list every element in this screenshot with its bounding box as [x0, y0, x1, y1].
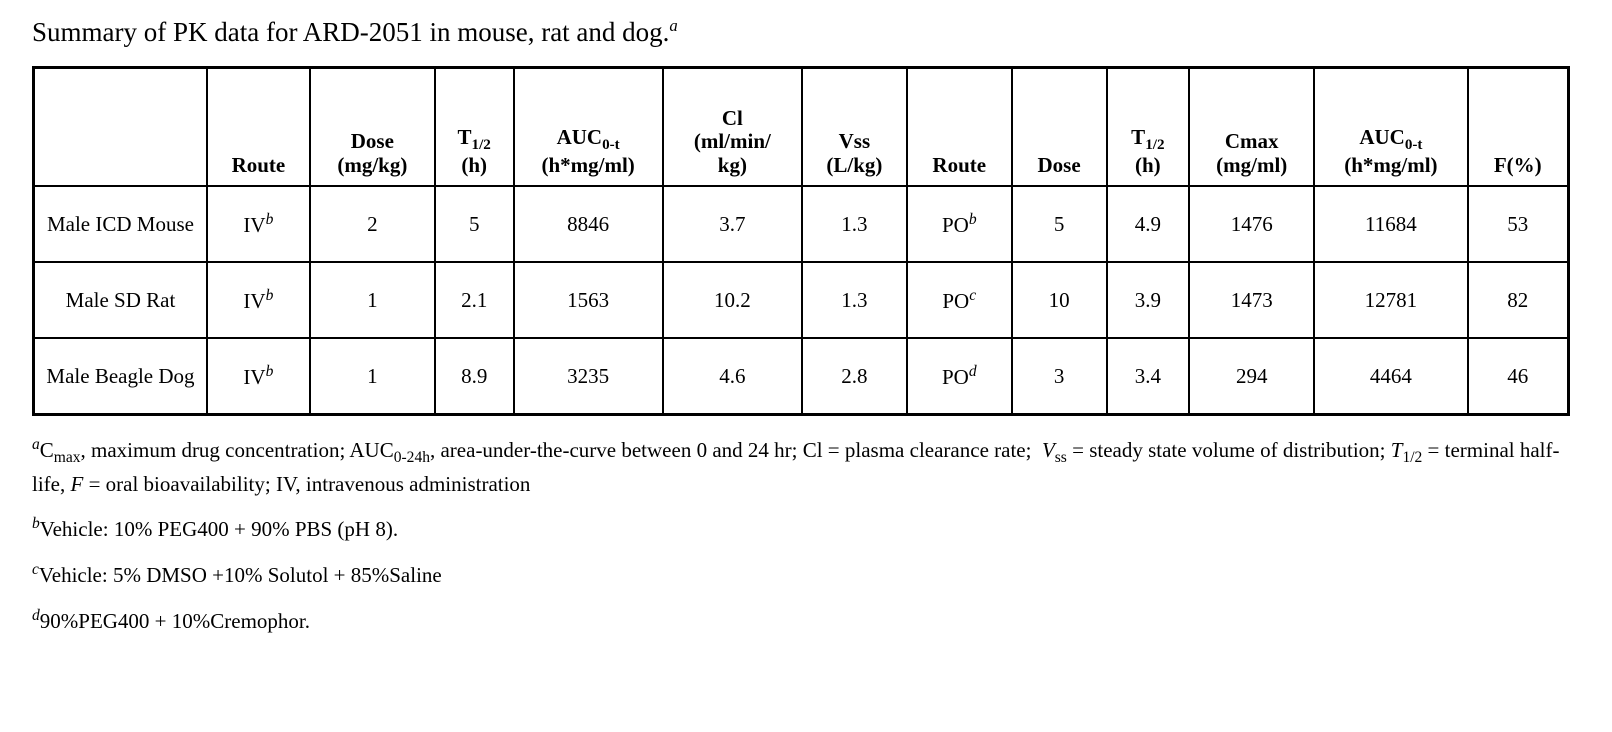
header-label: Dose: [350, 129, 394, 154]
cell-f: 46: [1468, 338, 1569, 415]
cell-animal: Male SD Rat: [34, 262, 207, 338]
cell-cl: 10.2: [663, 262, 802, 338]
footnote-text: 90%PEG400 + 10%Cremophor.: [39, 609, 311, 634]
page-title: [32, 16, 1580, 48]
header-sublabel: (h*mg/ml): [1344, 152, 1438, 177]
header-sublabel: (mg/kg): [337, 152, 408, 177]
cell-dose-po: 3: [1012, 338, 1107, 415]
cell-dose-iv: 1: [310, 262, 435, 338]
cell-animal: Male ICD Mouse: [34, 186, 207, 262]
footnote-text: Vehicle: 5% DMSO +10% Solutol + 85%Saline: [38, 563, 442, 588]
cell-auc-po: 11684: [1314, 186, 1467, 262]
cell-route-iv: $IV^b$: [207, 186, 310, 262]
footnote-c: [32, 559, 1580, 591]
footnote-a: $^aC_{max}$, maximum drug concentration; $AUC_{0-24h}$, area-under-the-curve between 0 and 24 hr; Cl = plasma clearance rate; $V_{ss}$ = steady state volume of distribution; $T_{1/2}$ = terminal half-life, F = oral bioavailability; IV, intravenous administration: [32, 436, 1560, 496]
cell-thalf-iv: 5: [435, 186, 514, 262]
cell-vss: 2.8: [802, 338, 907, 415]
cell-dose-iv: 1: [310, 338, 435, 415]
column-header-animal: [34, 68, 207, 187]
column-header-dose-po: [1012, 68, 1107, 187]
header-label: Route: [932, 152, 987, 177]
table-row: [34, 262, 1569, 338]
header-label: Dose: [1037, 152, 1081, 177]
column-header-route-iv: [207, 68, 310, 187]
table-row: [34, 186, 1569, 262]
header-sublabel: (mg/ml): [1216, 152, 1288, 177]
column-header-thalf-iv: $T_{1/2}$ (h): [435, 68, 514, 187]
cell-animal: Male Beagle Dog: [34, 338, 207, 415]
title-footnote-marker: a: [669, 16, 678, 35]
column-header-cl: Cl (ml/min/ kg): [663, 68, 802, 187]
cell-route-iv: $IV^b$: [207, 338, 310, 415]
footnote-text: Vehicle: 10% PEG400 + 90% PBS (pH 8).: [39, 517, 399, 542]
cell-thalf-iv: 8.9: [435, 338, 514, 415]
footnote-marker: a: [32, 436, 40, 454]
cell-cl: 4.6: [663, 338, 802, 415]
footnote-b: [32, 513, 1580, 545]
cell-thalf-po: 3.4: [1107, 338, 1190, 415]
cell-auc-iv: 3235: [514, 338, 663, 415]
cell-cmax: 294: [1189, 338, 1314, 415]
cell-auc-po: 4464: [1314, 338, 1467, 415]
cell-vss: 1.3: [802, 186, 907, 262]
column-header-dose-iv: [310, 68, 435, 187]
pk-data-table: [32, 66, 1570, 416]
column-header-cmax: [1189, 68, 1314, 187]
cell-route-po: $PO^b$: [907, 186, 1012, 262]
cell-auc-iv: 8846: [514, 186, 663, 262]
table-header-row: [34, 68, 1569, 187]
header-sublabel: (h): [461, 152, 488, 177]
cell-dose-iv: 2: [310, 186, 435, 262]
column-header-f: [1468, 68, 1569, 187]
cell-thalf-iv: 2.1: [435, 262, 514, 338]
cell-dose-po: 5: [1012, 186, 1107, 262]
header-label: Route: [231, 152, 286, 177]
column-header-auc-po: $AUC_{0-t}$ (h*mg/ml): [1314, 68, 1467, 187]
header-sublabel: (h): [1135, 152, 1161, 177]
header-label: Cl: [721, 105, 743, 130]
header-sublabel: (h*mg/ml): [541, 152, 635, 177]
table-row: [34, 338, 1569, 415]
footnotes: [32, 434, 1580, 637]
cell-vss: 1.3: [802, 262, 907, 338]
footnote-marker: d: [32, 607, 40, 625]
cell-f: 82: [1468, 262, 1569, 338]
cell-thalf-po: 3.9: [1107, 262, 1190, 338]
cell-cmax: 1476: [1189, 186, 1314, 262]
header-label: Cmax: [1224, 129, 1279, 154]
header-label: F(%): [1493, 152, 1542, 177]
cell-route-po: $PO^d$: [907, 338, 1012, 415]
header-label: Vss: [838, 129, 871, 154]
header-sublabel: (L/kg): [826, 152, 883, 177]
cell-thalf-po: 4.9: [1107, 186, 1190, 262]
cell-auc-iv: 1563: [514, 262, 663, 338]
cell-cl: 3.7: [663, 186, 802, 262]
footnote-marker: b: [32, 515, 40, 533]
column-header-route-po: [907, 68, 1012, 187]
footnote-marker: c: [32, 561, 39, 579]
page-title-text: Summary of PK data for ARD-2051 in mouse, rat and dog.: [32, 17, 670, 47]
column-header-auc-iv: $AUC_{0-t}$ (h*mg/ml): [514, 68, 663, 187]
cell-cmax: 1473: [1189, 262, 1314, 338]
cell-route-po: $PO^c$: [907, 262, 1012, 338]
column-header-vss: [802, 68, 907, 187]
column-header-thalf-po: $T_{1/2}$ (h): [1107, 68, 1190, 187]
footnote-d: [32, 605, 1580, 637]
cell-f: 53: [1468, 186, 1569, 262]
cell-dose-po: 10: [1012, 262, 1107, 338]
cell-auc-po: 12781: [1314, 262, 1467, 338]
cell-route-iv: $IV^b$: [207, 262, 310, 338]
